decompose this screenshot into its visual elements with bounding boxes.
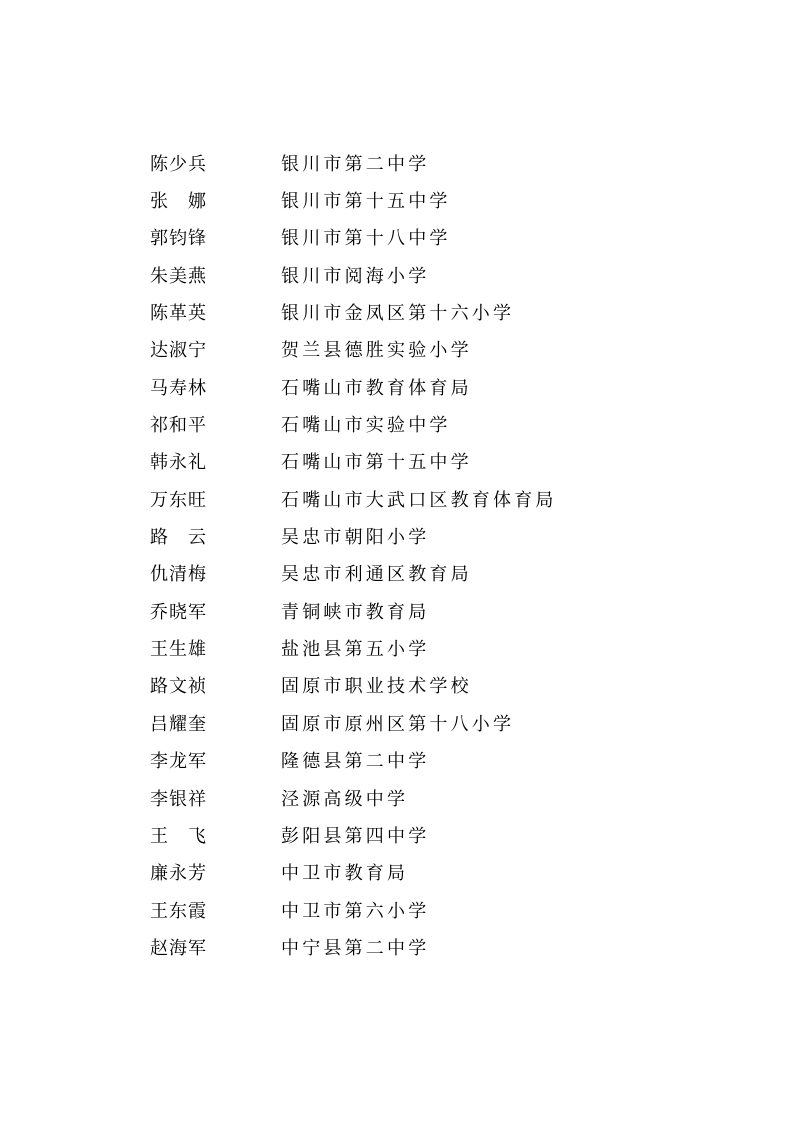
person-name: 路文祯	[150, 676, 207, 698]
person-name: 仇清梅	[150, 564, 207, 586]
list-item	[150, 443, 710, 480]
person-name: 吕耀奎	[150, 713, 207, 735]
person-name: 张 娜	[150, 191, 207, 213]
person-name: 陈少兵	[150, 153, 207, 175]
organization: 银川市金凤区第十六小学	[281, 303, 515, 325]
person-name: 王生雄	[150, 639, 207, 661]
person-name: 朱美燕	[150, 265, 207, 287]
list-item	[150, 816, 710, 853]
person-name: 达淑宁	[150, 340, 207, 362]
organization: 吴忠市朝阳小学	[281, 527, 430, 549]
organization: 中宁县第二中学	[281, 937, 430, 959]
person-name: 李银祥	[150, 788, 207, 810]
organization: 吴忠市利通区教育局	[281, 564, 472, 586]
list-item	[150, 555, 710, 592]
person-name: 李龙军	[150, 751, 207, 773]
person-name: 王东霞	[150, 900, 207, 922]
organization: 银川市第十五中学	[281, 191, 451, 213]
organization: 银川市阅海小学	[281, 265, 430, 287]
person-name: 祁和平	[150, 415, 207, 437]
list-item	[150, 629, 710, 666]
list-item	[150, 704, 710, 741]
organization: 中卫市教育局	[281, 863, 409, 885]
organization: 中卫市第六小学	[281, 900, 430, 922]
organization: 石嘴山市实验中学	[281, 415, 451, 437]
person-name: 赵海军	[150, 937, 207, 959]
list-item	[150, 256, 710, 293]
organization: 彭阳县第四中学	[281, 825, 430, 847]
list-item	[150, 854, 710, 891]
organization: 青铜峡市教育局	[281, 601, 430, 623]
person-name: 郭钧锋	[150, 228, 207, 250]
list-item	[150, 667, 710, 704]
organization: 银川市第二中学	[281, 153, 430, 175]
person-name: 廉永芳	[150, 863, 207, 885]
list-item	[150, 517, 710, 554]
person-name: 乔晓军	[150, 601, 207, 623]
list-item	[150, 293, 710, 330]
person-name: 王 飞	[150, 825, 207, 847]
list-item	[150, 742, 710, 779]
organization: 石嘴山市大武口区教育体育局	[281, 489, 557, 511]
list-item	[150, 891, 710, 928]
organization: 盐池县第五小学	[281, 639, 430, 661]
list-item	[150, 331, 710, 368]
organization: 隆德县第二中学	[281, 751, 430, 773]
list-item	[150, 928, 710, 965]
list-item	[150, 181, 710, 218]
person-name: 万东旺	[150, 489, 207, 511]
person-name: 陈革英	[150, 303, 207, 325]
organization: 泾源高级中学	[281, 788, 409, 810]
organization: 固原市职业技术学校	[281, 676, 472, 698]
list-item	[150, 144, 710, 181]
organization: 石嘴山市教育体育局	[281, 377, 472, 399]
name-list	[150, 144, 710, 966]
list-item	[150, 368, 710, 405]
list-item	[150, 480, 710, 517]
list-item	[150, 592, 710, 629]
person-name: 路 云	[150, 527, 207, 549]
person-name: 韩永礼	[150, 452, 207, 474]
list-item	[150, 405, 710, 442]
person-name: 马寿林	[150, 377, 207, 399]
organization: 银川市第十八中学	[281, 228, 451, 250]
organization: 贺兰县德胜实验小学	[281, 340, 472, 362]
list-item	[150, 779, 710, 816]
list-item	[150, 219, 710, 256]
organization: 固原市原州区第十八小学	[281, 713, 515, 735]
organization: 石嘴山市第十五中学	[281, 452, 472, 474]
